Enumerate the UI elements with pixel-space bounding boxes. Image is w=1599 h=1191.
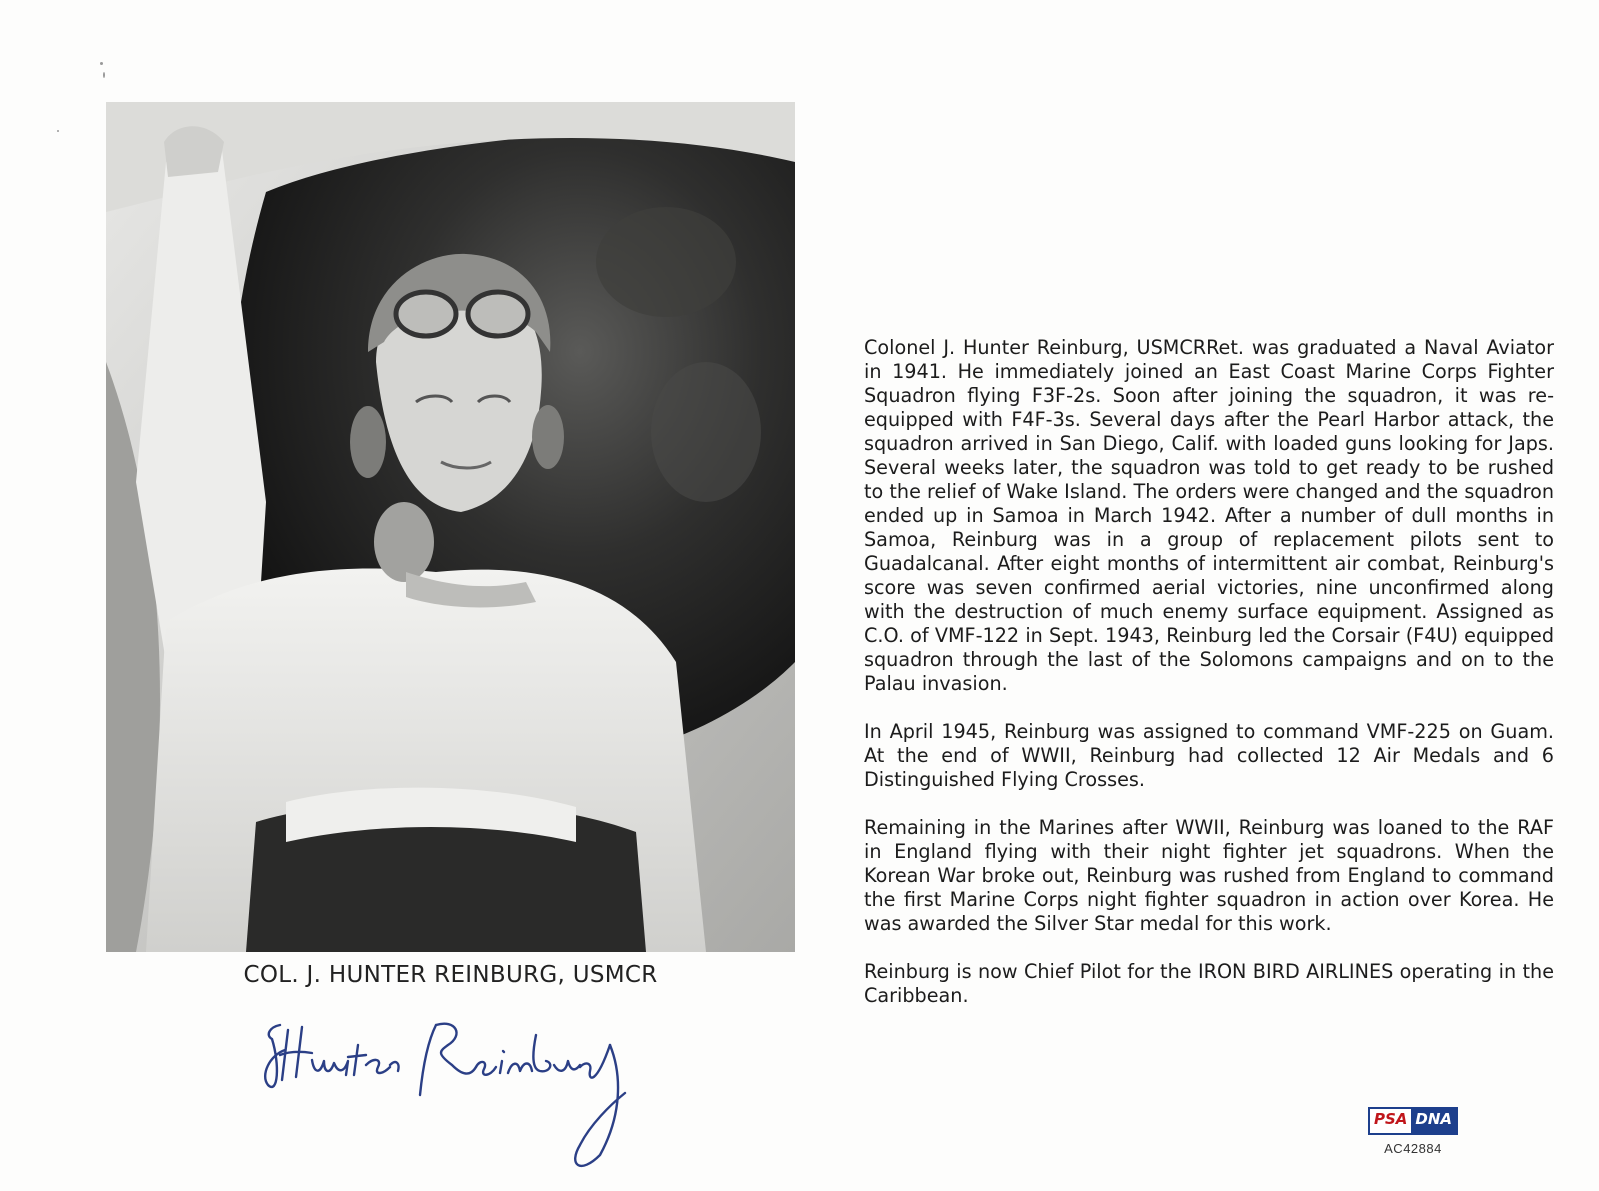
biography-paragraph: Colonel J. Hunter Reinburg, USMCRRet. was graduated a Naval Aviator in 1941. He immediately joined an East Coast Marine Corps Fighter Squadron flying F3F-2s. Soon after joining the squadron, it was re-equipped with F4F-3s. Several days after the Pearl Harbor attack, the squadron arrived in San Diego, Calif. with loaded guns looking for Japs. Several weeks later, the squadron was told to get ready to be rushed to the relief of Wake Island. The orders were changed and the squadron ended up in Samoa in March 1942. After a number of dull months in Samoa, Reinburg was in a group of replacement pilots sent to Guadalcanal. After eight months of intermittent air combat, Reinburg's score was seven confirmed aerial victories, nine unconfirmed along with the destruction of much enemy surface equipment. Assigned as C.O. of VMF-122 in Sept. 1943, Reinburg led the Corsair (F4U) equipped squadron through the last of the Solomons campaigns and on to the Palau invasion. (864, 336, 1554, 695)
pilot-photo (106, 102, 795, 952)
pilot-photo-drawing (106, 102, 795, 952)
biography-paragraph: Remaining in the Marines after WWII, Reinburg was loaned to the RAF in England flying with their night fighter jet squadrons. When the Korean War broke out, Reinburg was rushed from England to command the first Marine Corps night fighter squadron in action over Korea. He was awarded the Silver Star medal for this work. (864, 816, 1554, 935)
engine-cylinder (651, 362, 761, 502)
paper-speck (57, 130, 59, 132)
dna-logo-text: DNA (1411, 1109, 1456, 1133)
helmet-earpiece (350, 406, 386, 478)
biography-paragraph: In April 1945, Reinburg was assigned to command VMF-225 on Guam. At the end of WWII, Reinburg had collected 12 Air Medals and 6 Distinguished Flying Crosses. (864, 720, 1554, 791)
engine-cylinder (596, 207, 736, 317)
photo-caption: COL. J. HUNTER REINBURG, USMCR (243, 962, 658, 988)
psa-logo-text: PSA (1370, 1109, 1411, 1133)
paper-speck (100, 62, 103, 65)
autograph-signature (250, 1005, 670, 1185)
signature-ink (250, 1005, 670, 1185)
psa-dna-logo (1368, 1107, 1458, 1135)
helmet-earpiece (532, 405, 564, 469)
oxygen-mask (374, 502, 434, 582)
authentication-sticker (1358, 1107, 1468, 1156)
goggle-lens (396, 292, 456, 336)
paper-speck (103, 72, 105, 78)
biography-paragraph: Reinburg is now Chief Pilot for the IRON BIRD AIRLINES operating in the Caribbean. (864, 960, 1554, 1007)
goggle-lens (468, 292, 528, 336)
biography-text (864, 336, 1554, 1032)
authentication-code: AC42884 (1384, 1141, 1442, 1156)
pilot-hand (164, 126, 224, 177)
